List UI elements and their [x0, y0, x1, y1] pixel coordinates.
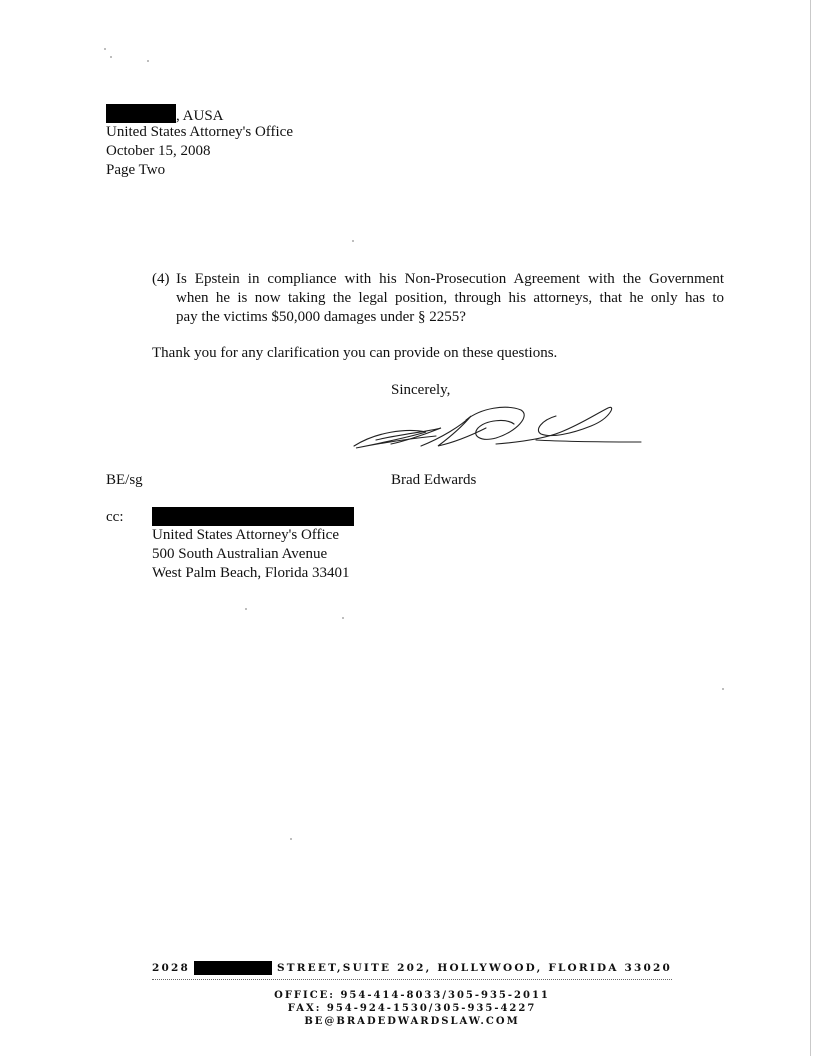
cc-redaction-line: [152, 507, 354, 526]
page-number: Page Two: [106, 162, 166, 178]
footer-street-rest: STREET,SUITE 202, HOLLYWOOD, FLORIDA 33020: [276, 962, 672, 974]
letter-date: October 15, 2008: [106, 143, 211, 159]
redaction-bar: [152, 507, 354, 526]
item-line-2: when he is now taking the legal position, through his attorneys, that he only has to: [176, 290, 724, 306]
question-item-4: [152, 270, 724, 327]
footer-address-line: [152, 960, 672, 976]
item-line-3: pay the victims $50,000 damages under § 2255?: [176, 309, 466, 325]
footer-office-phone: OFFICE: 954-414-8033/305-935-2011: [274, 990, 550, 1001]
item-first-line: [152, 270, 724, 289]
letterhead-footer: [152, 960, 672, 1028]
footer-divider: [152, 979, 672, 980]
thanks-paragraph: Thank you for any clarification you can provide on these questions.: [152, 345, 558, 361]
footer-contact-block: [152, 989, 672, 1028]
handwritten-signature: [346, 398, 646, 458]
cc-office: United States Attorney's Office: [152, 527, 339, 543]
item-line-1: Is Epstein in compliance with his Non-Prosecution Agreement with the Government: [176, 271, 724, 287]
addressee-line: [106, 104, 293, 123]
signer-name: Brad Edwards: [391, 472, 477, 488]
typist-initials: BE/sg: [106, 472, 143, 488]
footer-email: BE@BRADEDWARDSLAW.COM: [304, 1016, 520, 1027]
cc-recipient: [152, 507, 354, 583]
cc-label: cc:: [106, 509, 124, 525]
closing-salutation: Sincerely,: [391, 382, 451, 398]
redaction-bar: [106, 104, 176, 123]
letter-header: [106, 104, 293, 180]
addressee-suffix: , AUSA: [176, 108, 224, 124]
cc-street: 500 South Australian Avenue: [152, 546, 328, 562]
cc-city: West Palm Beach, Florida 33401: [152, 565, 350, 581]
addressee-office: United States Attorney's Office: [106, 124, 293, 140]
item-number: (4): [152, 271, 170, 287]
footer-fax: FAX: 954-924-1530/305-935-4227: [287, 1003, 537, 1014]
footer-street-number: 2028: [152, 962, 191, 974]
scan-edge-line: [810, 0, 811, 1056]
redaction-bar: [194, 961, 272, 975]
